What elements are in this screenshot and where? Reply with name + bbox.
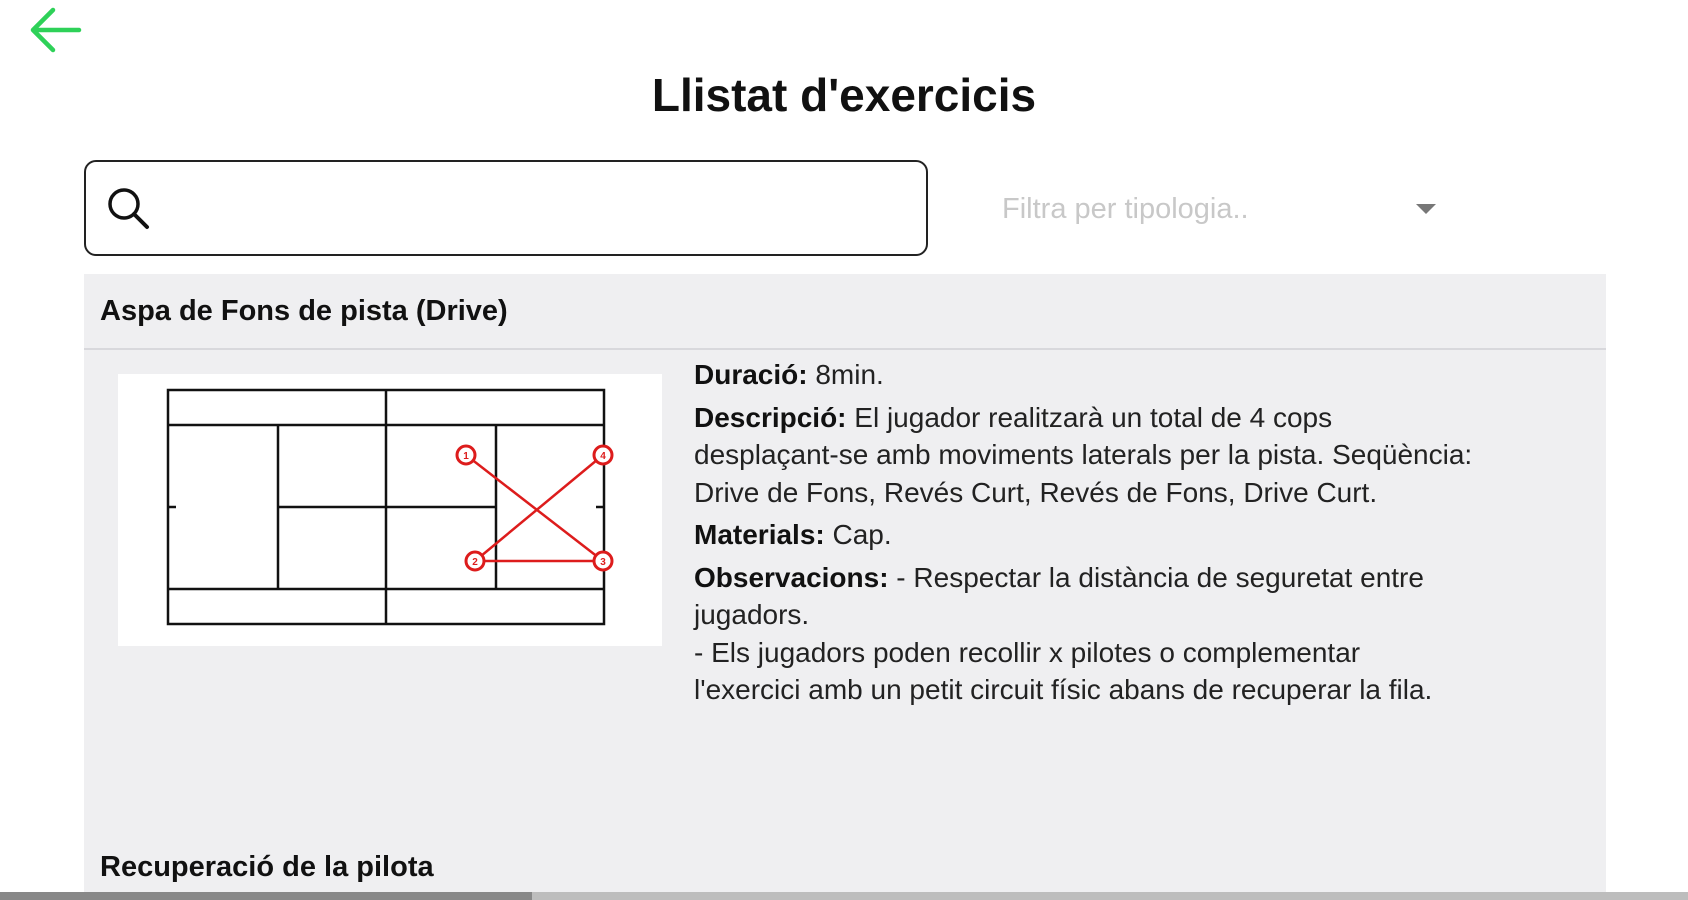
description-value: El jugador realitzarà un total de 4 cops desplaçant-se amb moviments laterals per la pista. Seqüència: Drive de Fons, Revés Curt, Revés de Fons, Drive Curt. (694, 401, 1473, 508)
observations-row-2: - Els jugadors poden recollir x pilotes o complementar l'exercici amb un petit circuit físic abans de recuperar la fila. (694, 636, 1433, 705)
observations-row (694, 559, 1474, 634)
description-row (694, 399, 1474, 512)
chevron-down-icon (1416, 204, 1436, 214)
materials-value: Cap. (824, 519, 892, 550)
duration-value: 8min. (807, 359, 884, 390)
horizontal-scrollbar[interactable] (0, 892, 1688, 900)
page-title: Llistat d'exercicis (651, 69, 1037, 121)
observations-value: - Respectar la distància de seguretat entre jugadors. (694, 561, 1424, 630)
materials-label: Materials: (694, 519, 825, 550)
exercise-title[interactable]: Recuperació de la pilota (100, 850, 434, 883)
court-diagram (118, 374, 662, 646)
point-2-label: 2 (472, 557, 478, 568)
description-label: Descripció: (694, 401, 847, 433)
scrollbar-thumb[interactable] (0, 892, 532, 900)
exercise-list (84, 274, 1606, 900)
duration-row (694, 356, 1474, 394)
search-icon (104, 184, 152, 232)
exercise-title[interactable]: Aspa de Fons de pista (Drive) (84, 274, 1606, 350)
point-4-label: 4 (600, 451, 606, 462)
duration-label: Duració: (694, 359, 808, 390)
exercise-details-panel (84, 350, 1606, 810)
point-1-label: 1 (463, 451, 469, 462)
filter-placeholder: Filtra per tipologia.. (1002, 192, 1249, 225)
materials-row (694, 516, 1474, 554)
observations-label: Observacions: (694, 561, 889, 593)
arrow-left-icon (27, 5, 83, 55)
point-3-label: 3 (600, 557, 606, 568)
search-input[interactable] (164, 177, 910, 239)
back-button[interactable] (22, 4, 88, 56)
search-box[interactable] (84, 160, 928, 256)
type-filter-select[interactable] (1002, 176, 1442, 242)
exercise-details (694, 356, 1474, 714)
